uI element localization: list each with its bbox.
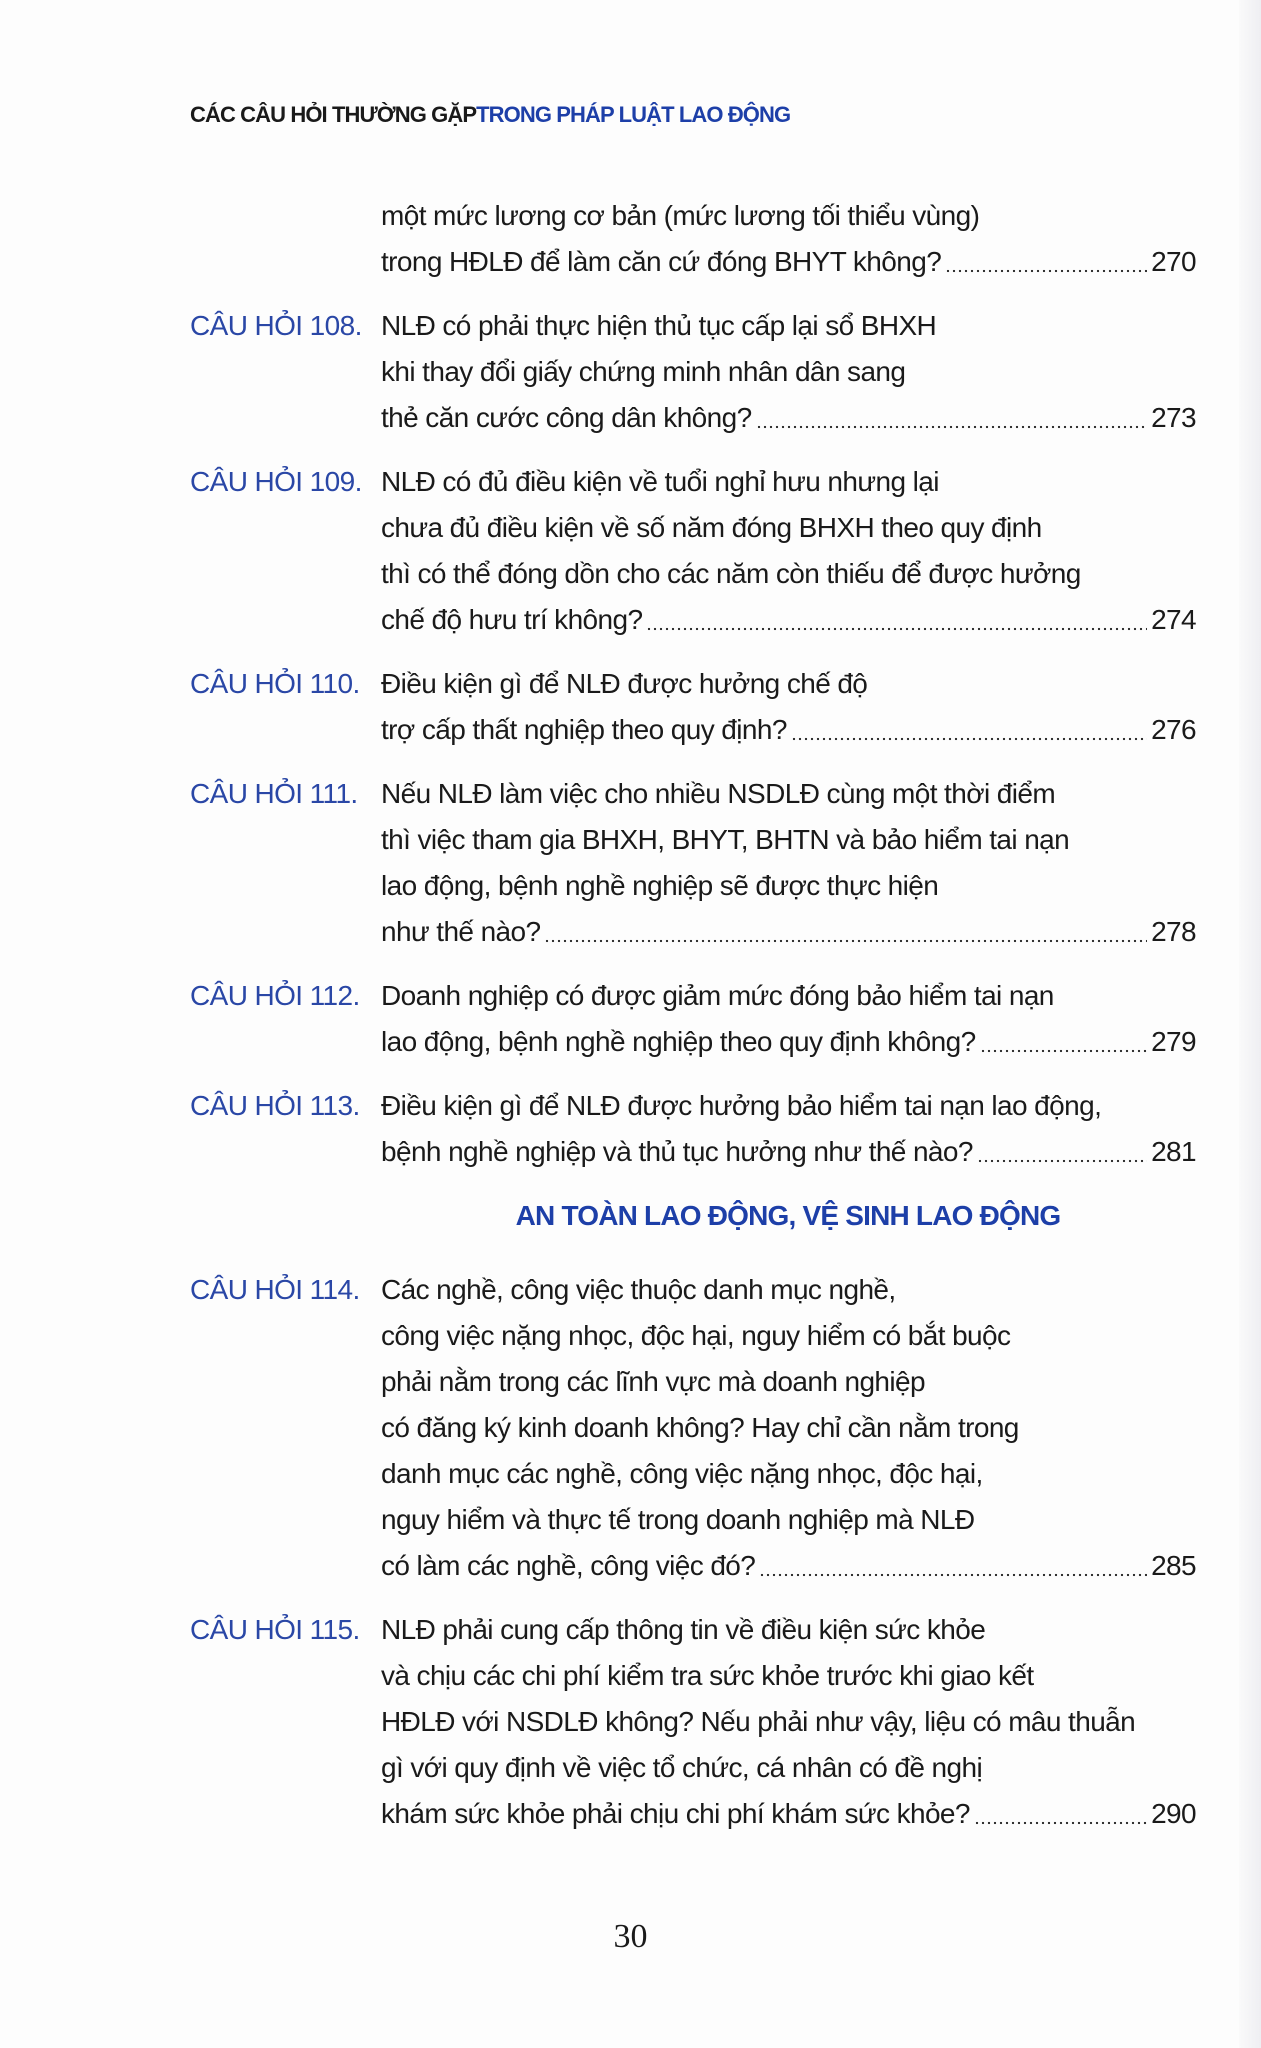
table-of-contents xyxy=(190,193,1196,1855)
question-line: một mức lương cơ bản (mức lương tối thiểu vùng) xyxy=(381,200,980,231)
question-line: có đăng ký kinh doanh không? Hay chỉ cần nằm trong xyxy=(381,1412,1019,1443)
toc-entries-before xyxy=(190,193,1196,1175)
question-text xyxy=(381,771,1196,955)
toc-entry[interactable] xyxy=(190,459,1196,643)
page-ref: 290 xyxy=(1151,1798,1196,1829)
question-line: Điều kiện gì để NLĐ được hưởng bảo hiểm tai nạn lao động, xyxy=(381,1090,1102,1121)
line-text: thẻ căn cước công dân không? xyxy=(381,402,752,433)
toc-entry[interactable] xyxy=(190,303,1196,441)
question-line: thì có thể đóng dồn cho các năm còn thiếu để được hưởng xyxy=(381,558,1081,589)
dot-leader xyxy=(974,1821,1147,1825)
question-last-line xyxy=(381,1543,1196,1589)
toc-entry[interactable] xyxy=(190,661,1196,753)
line-text: chế độ hưu trí không? xyxy=(381,604,643,635)
toc-entries-after xyxy=(190,1267,1196,1837)
running-header xyxy=(190,102,790,128)
dot-leader xyxy=(945,269,1147,273)
page-number: 30 xyxy=(613,1918,648,1955)
question-line: khi thay đổi giấy chứng minh nhân dân sang xyxy=(381,356,906,387)
question-line: danh mục các nghề, công việc nặng nhọc, độc hại, xyxy=(381,1458,983,1489)
page-ref: 281 xyxy=(1151,1136,1196,1167)
question-last-line xyxy=(381,239,1196,285)
question-line: NLĐ phải cung cấp thông tin về điều kiện sức khỏe xyxy=(381,1614,986,1645)
question-line: Doanh nghiệp có được giảm mức đóng bảo hiểm tai nạn xyxy=(381,980,1054,1011)
question-label: CÂU HỎI 110. xyxy=(190,668,360,699)
dot-leader xyxy=(759,1573,1147,1577)
line-text: lao động, bệnh nghề nghiệp theo quy định không? xyxy=(381,1026,976,1057)
question-label: CÂU HỎI 109. xyxy=(190,466,362,497)
page-edge xyxy=(1239,0,1261,2048)
question-line: NLĐ có phải thực hiện thủ tục cấp lại sổ BHXH xyxy=(381,310,937,341)
question-last-line xyxy=(381,395,1196,441)
line-text: như thế nào? xyxy=(381,916,541,947)
question-line: Điều kiện gì để NLĐ được hưởng chế độ xyxy=(381,668,868,699)
question-last-line xyxy=(381,597,1196,643)
question-last-line xyxy=(381,1791,1196,1837)
question-text xyxy=(381,661,1196,753)
dot-leader xyxy=(977,1159,1147,1163)
question-text xyxy=(381,459,1196,643)
header-part1: CÁC CÂU HỎI THƯỜNG GẶP xyxy=(190,102,477,127)
question-line: và chịu các chi phí kiểm tra sức khỏe trước khi giao kết xyxy=(381,1660,1034,1691)
question-last-line xyxy=(381,1019,1196,1065)
toc-entry[interactable] xyxy=(190,1267,1196,1589)
question-line: phải nằm trong các lĩnh vực mà doanh nghiệp xyxy=(381,1366,925,1397)
question-label: CÂU HỎI 113. xyxy=(190,1090,360,1121)
question-label xyxy=(190,193,381,285)
page-ref: 270 xyxy=(1151,246,1196,277)
toc-entry[interactable] xyxy=(190,1607,1196,1837)
question-last-line xyxy=(381,707,1196,753)
question-label: CÂU HỎI 111. xyxy=(190,778,358,809)
page-ref: 278 xyxy=(1151,916,1196,947)
question-text xyxy=(381,1607,1196,1837)
question-last-line xyxy=(381,1129,1196,1175)
line-text: trợ cấp thất nghiệp theo quy định? xyxy=(381,714,787,745)
question-line: lao động, bệnh nghề nghiệp sẽ được thực hiện xyxy=(381,870,939,901)
page-ref: 273 xyxy=(1151,402,1196,433)
line-text: có làm các nghề, công việc đó? xyxy=(381,1550,756,1581)
line-text: khám sức khỏe phải chịu chi phí khám sức khỏe? xyxy=(381,1798,970,1829)
question-line: chưa đủ điều kiện về số năm đóng BHXH theo quy định xyxy=(381,512,1042,543)
toc-entry[interactable] xyxy=(190,1083,1196,1175)
question-label: CÂU HỎI 114. xyxy=(190,1274,360,1305)
question-line: Nếu NLĐ làm việc cho nhiều NSDLĐ cùng một thời điểm xyxy=(381,778,1056,809)
question-label: CÂU HỎI 112. xyxy=(190,980,360,1011)
page-ref: 279 xyxy=(1151,1026,1196,1057)
question-label: CÂU HỎI 115. xyxy=(190,1614,360,1645)
question-text xyxy=(381,303,1196,441)
question-line: thì việc tham gia BHXH, BHYT, BHTN và bảo hiểm tai nạn xyxy=(381,824,1070,855)
question-line: công việc nặng nhọc, độc hại, nguy hiểm có bắt buộc xyxy=(381,1320,1011,1351)
question-text xyxy=(381,1267,1196,1589)
question-last-line xyxy=(381,909,1196,955)
dot-leader xyxy=(544,939,1147,943)
section-title: AN TOÀN LAO ĐỘNG, VỆ SINH LAO ĐỘNG xyxy=(515,1200,1061,1231)
header-part2: TRONG PHÁP LUẬT LAO ĐỘNG xyxy=(476,102,791,127)
dot-leader xyxy=(756,425,1148,429)
toc-entry[interactable] xyxy=(190,771,1196,955)
question-label: CÂU HỎI 108. xyxy=(190,310,362,341)
question-line: Các nghề, công việc thuộc danh mục nghề, xyxy=(381,1274,896,1305)
page-ref: 285 xyxy=(1151,1550,1196,1581)
question-line: NLĐ có đủ điều kiện về tuổi nghỉ hưu nhưng lại xyxy=(381,466,939,497)
toc-entry[interactable] xyxy=(190,193,1196,285)
question-text xyxy=(381,1083,1196,1175)
page-ref: 276 xyxy=(1151,714,1196,745)
question-line: gì với quy định về việc tổ chức, cá nhân có đề nghị xyxy=(381,1752,983,1783)
question-text xyxy=(381,193,1196,285)
question-text xyxy=(381,973,1196,1065)
dot-leader xyxy=(646,627,1147,631)
page-ref: 274 xyxy=(1151,604,1196,635)
toc-entry[interactable] xyxy=(190,973,1196,1065)
dot-leader xyxy=(791,737,1147,741)
line-text: trong HĐLĐ để làm căn cứ đóng BHYT không? xyxy=(381,246,942,277)
line-text: bệnh nghề nghiệp và thủ tục hưởng như thế nào? xyxy=(381,1136,973,1167)
dot-leader xyxy=(980,1049,1148,1053)
question-line: nguy hiểm và thực tế trong doanh nghiệp mà NLĐ xyxy=(381,1504,975,1535)
question-line: HĐLĐ với NSDLĐ không? Nếu phải như vậy, liệu có mâu thuẫn xyxy=(381,1706,1136,1737)
